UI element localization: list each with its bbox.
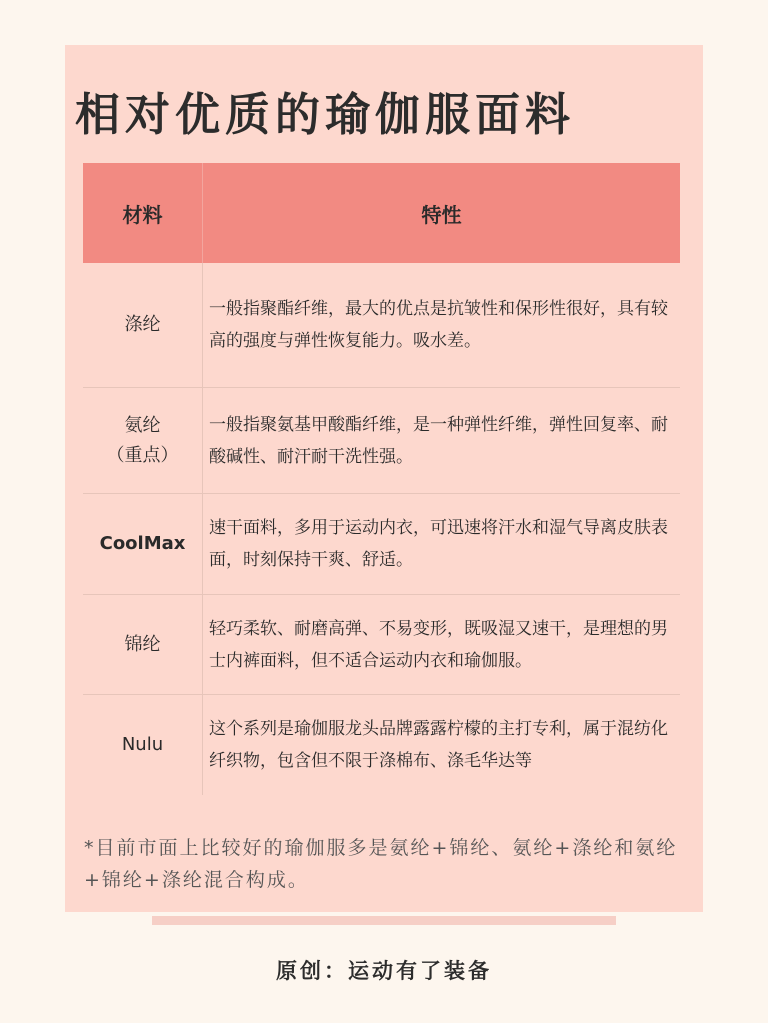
material-name: CoolMax (99, 533, 186, 554)
material-name: 锦纶 (124, 633, 161, 655)
header-material: 材料 (83, 163, 203, 263)
table-row-polyester (83, 263, 680, 388)
footnote: *目前市面上比较好的瑜伽服多是氨纶+锦纶、氨纶+涤纶和氨纶+锦纶+涤纶混合构成。 (84, 837, 678, 891)
decorative-bar (152, 916, 616, 925)
material-cell (83, 595, 203, 694)
table-row-nylon (83, 595, 680, 695)
material-cell (83, 695, 203, 795)
table-header (83, 163, 680, 263)
material-name: Nulu (121, 734, 164, 755)
property-cell: 这个系列是瑜伽服龙头品牌露露柠檬的主打专利，属于混纺化纤织物，包含但不限于涤棉布、涤毛华达等 (209, 719, 668, 771)
table-row-nulu (83, 695, 680, 795)
property-cell: 一般指聚酯纤维，最大的优点是抗皱性和保形性很好，具有较高的强度与弹性恢复能力。吸水差。 (209, 299, 668, 351)
property-cell: 轻巧柔软、耐磨高弹、不易变形，既吸湿又速干，是理想的男士内裤面料，但不适合运动内衣和瑜伽服。 (209, 618, 668, 671)
property-cell: 一般指聚氨基甲酸酯纤维，是一种弹性纤维，弹性回复率、耐酸碱性、耐汗耐干洗性强。 (209, 414, 668, 467)
table-row-coolmax (83, 494, 680, 595)
table-row-spandex (83, 388, 680, 494)
header-property: 特性 (421, 202, 462, 227)
material-cell (83, 263, 203, 387)
material-name: 涤纶 (124, 314, 161, 335)
property-cell: 速干面料，多用于运动内衣，可迅速将汗水和湿气导离皮肤表面，时刻保持干爽、舒适。 (209, 518, 668, 570)
material-name: 氨纶 (124, 414, 161, 436)
page-title: 相对优质的瑜伽服面料 (75, 88, 576, 141)
material-note: （重点） (106, 444, 179, 466)
fabric-table (83, 163, 680, 795)
source-credit: 原创：运动有了装备 (276, 959, 492, 983)
material-cell (83, 494, 203, 594)
material-cell (83, 388, 203, 493)
